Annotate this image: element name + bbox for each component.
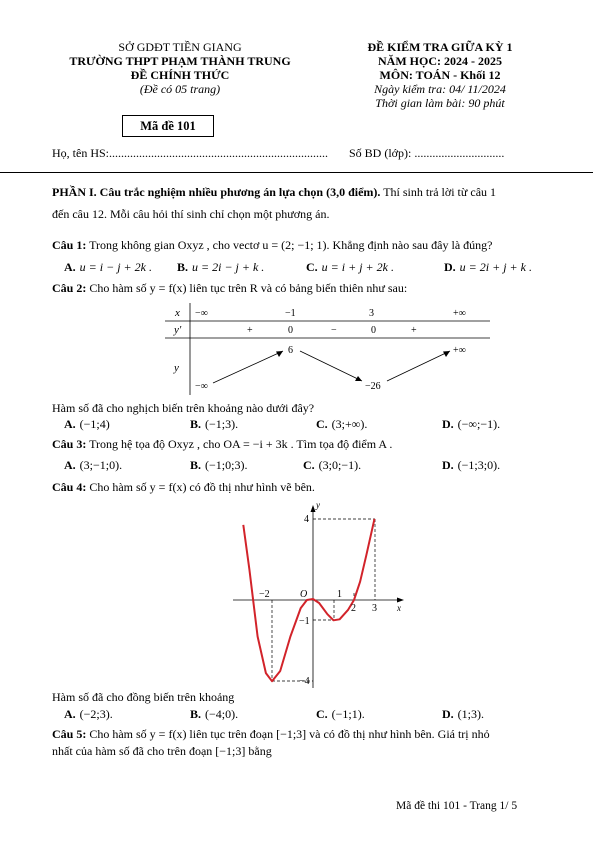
vt-yp-sign3: +	[411, 325, 417, 336]
question-2: Câu 2: Cho hàm số y = f(x) liên tục trên R và có bảng biến thiên như sau:	[52, 281, 408, 295]
page-count-note: (Đề có 05 trang)	[139, 82, 221, 96]
q3-option-b: B. (−1;0;3).	[190, 458, 248, 472]
graph-x-label: x	[397, 603, 401, 613]
graph-xtick-2: 2	[351, 603, 356, 614]
vt-x-neg-inf: −∞	[195, 308, 208, 319]
vt-y-pos-inf: +∞	[453, 345, 466, 356]
q4-option-b: B. (−4;0).	[190, 707, 239, 721]
graph-xtick-minus2: −2	[259, 589, 270, 600]
q4-option-d: D. (1;3).	[442, 707, 484, 721]
q3-option-c: C. (3;0;−1).	[303, 458, 362, 472]
header-separator	[0, 172, 593, 173]
question-1: Câu 1: Trong không gian Oxyz , cho vectơ u = (2; −1; 1). Khẳng định nào sau đây là đúng?	[52, 238, 493, 252]
part1-heading: PHẦN I. Câu trắc nghiệm nhiều phương án lựa chọn (3,0 điểm). Thí sinh trả lời từ câu 1	[52, 185, 497, 199]
question-4: Câu 4: Cho hàm số y = f(x) có đồ thị như hình vẽ bên.	[52, 480, 315, 494]
vt-yp-sign2: −	[331, 325, 337, 336]
graph-ytick-minus4: −4	[299, 676, 310, 687]
official-label: ĐỀ CHÍNH THỨC	[130, 68, 230, 82]
y-axis-arrow-icon	[311, 505, 316, 512]
exam-date: Ngày kiểm tra: 04/ 11/2024	[374, 82, 506, 96]
vt-arrow-down	[300, 351, 362, 381]
subject: MÔN: TOÁN - Khối 12	[379, 68, 501, 82]
vt-arrow-up1	[213, 351, 283, 383]
variation-table	[165, 303, 490, 395]
exam-code-box: Mã đề 101	[122, 115, 214, 137]
vt-y-min: −26	[365, 381, 381, 392]
graph-ytick-4: 4	[304, 514, 309, 525]
q2-option-b: B. (−1;3).	[190, 417, 239, 431]
graph-origin-label: O	[300, 589, 308, 600]
student-id-field: Số BD (lớp): ..............................	[349, 146, 505, 160]
vt-y-max: 6	[288, 345, 293, 356]
vt-x-pos-inf: +∞	[453, 308, 466, 319]
school-year: NĂM HỌC: 2024 - 2025	[378, 54, 502, 68]
question-5: Câu 5: Cho hàm số y = f(x) liên tục trên đoạn [−1;3] và có đồ thị như hình bên. Giá trị nhỏ	[52, 727, 490, 741]
q1-option-d: D. u = 2i + j + k .	[444, 260, 532, 274]
q2-option-c: C. (3;+∞).	[316, 417, 368, 431]
x-axis-arrow-icon	[397, 598, 404, 603]
graph-ytick-minus1: −1	[299, 616, 310, 627]
vt-yp-label: y'	[174, 324, 182, 336]
q3-option-a: A. (3;−1;0).	[64, 458, 123, 472]
graph-y-label: y	[316, 500, 320, 510]
q4-question: Hàm số đã cho đồng biến trên khoảng	[52, 690, 235, 704]
graph-xtick-3: 3	[372, 603, 377, 614]
q4-option-c: C. (−1;1).	[316, 707, 365, 721]
vt-yp-zero1: 0	[288, 325, 293, 336]
vt-x-minus1: −1	[285, 308, 296, 319]
q3-option-d: D. (−1;3;0).	[442, 458, 501, 472]
q1-option-b: B. u = 2i − j + k .	[177, 260, 265, 274]
question-3: Câu 3: Trong hệ tọa độ Oxyz , cho OA = −i + 3k . Tìm tọa độ điểm A .	[52, 437, 393, 451]
q2-question: Hàm số đã cho nghịch biến trên khoảng nào dưới đây?	[52, 401, 315, 415]
dept-name: SỞ GDĐT TIỀN GIANG	[118, 40, 242, 54]
vt-arrow-up2	[387, 351, 450, 381]
vt-yp-sign1: +	[247, 325, 253, 336]
q4-option-a: A. (−2;3).	[64, 707, 113, 721]
vt-y-label: y	[174, 362, 179, 374]
graph-xtick-1: 1	[337, 589, 342, 600]
school-name: TRƯỜNG THPT PHẠM THÀNH TRUNG	[69, 54, 291, 68]
part1-instructions: đến câu 12. Mỗi câu hỏi thí sinh chỉ chọn một phương án.	[52, 207, 330, 221]
exam-title: ĐỀ KIỂM TRA GIỮA KỲ 1	[367, 40, 513, 54]
vt-yp-zero2: 0	[371, 325, 376, 336]
q2-option-a: A. (−1;4)	[64, 417, 110, 431]
q2-option-d: D. (−∞;−1).	[442, 417, 501, 431]
q1-option-c: C. u = i + j + 2k .	[306, 260, 394, 274]
student-name-field: Họ, tên HS:.........................................................................	[52, 146, 328, 160]
exam-duration: Thời gian làm bài: 90 phút	[375, 96, 505, 110]
vt-x-label: x	[175, 307, 180, 319]
vt-y-neg-inf: −∞	[195, 381, 208, 392]
question-5-cont: nhất của hàm số đã cho trên đoạn [−1;3] bằng	[52, 744, 272, 758]
page-footer: Mã đề thi 101 - Trang 1/ 5	[396, 800, 518, 812]
q1-option-a: A. u = i − j + 2k .	[64, 260, 152, 274]
vt-x-3: 3	[369, 308, 374, 319]
q4-function-graph	[220, 500, 410, 690]
